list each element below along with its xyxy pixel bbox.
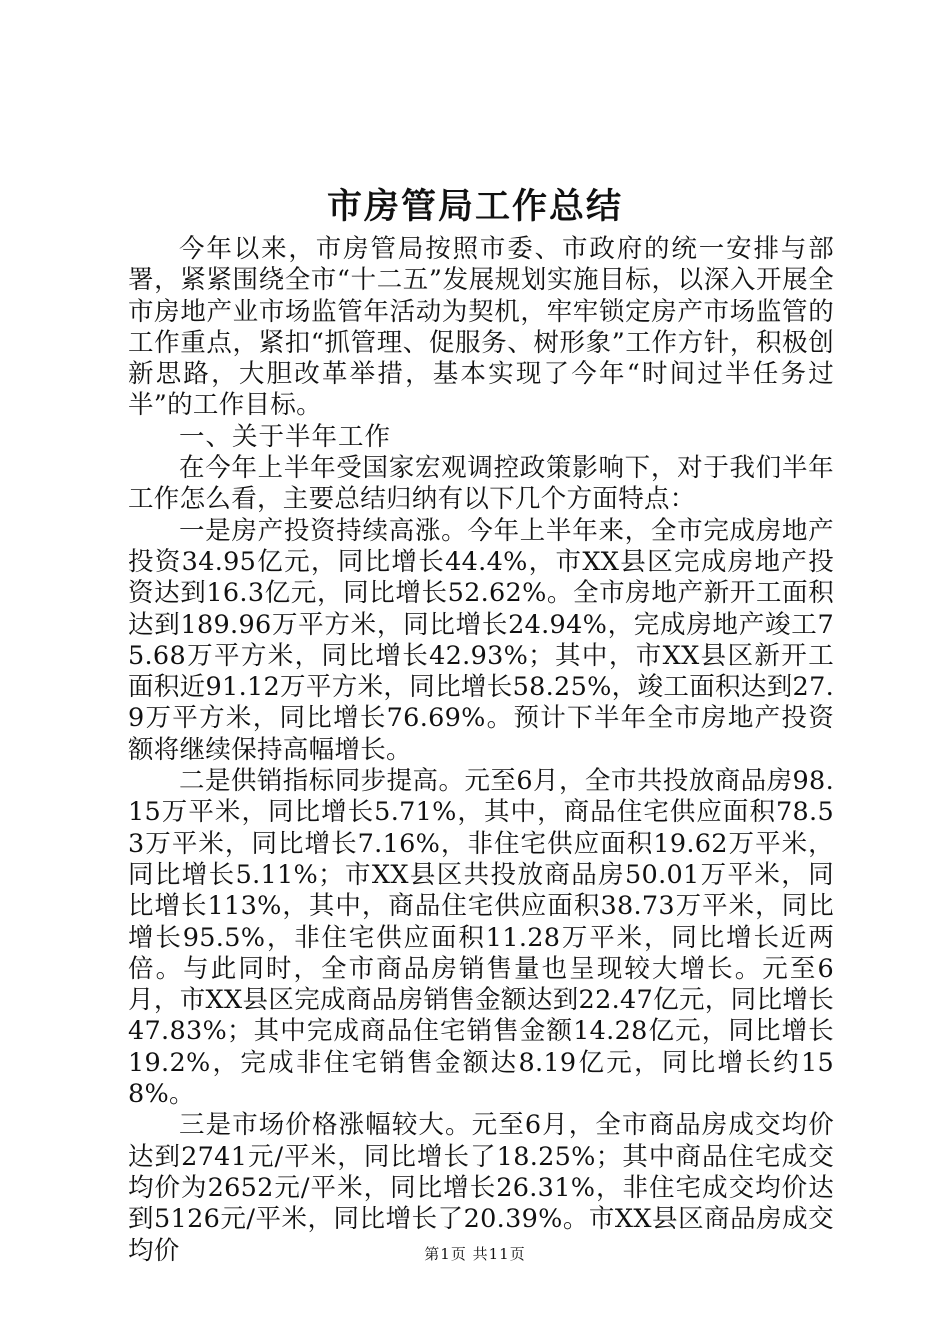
intro-paragraph: 今年以来，市房管局按照市委、市政府的统一安排与部署，紧紧围绕全市“十二五”发展规划实施目标，以深入开展全市房地产业市场监管年活动为契机，牢牢锁定房产市场监管的工作重点，紧扣“抓管理、促服务、树形象”工作方针，积极创新思路，大胆改革举措，基本实现了今年“时间过半任务过半”的工作目标。 — [128, 234, 834, 421]
price-paragraph: 三是市场价格涨幅较大。元至6月，全市商品房成交均价达到2741元/平米，同比增长了18.25%；其中商品住宅成交均价为2652元/平米，同比增长26.31%，非住宅成交均价达到5126元/平米，同比增长了20.39%。市XX县区商品房成交均价 — [128, 1110, 834, 1266]
page-number-footer: 第1页 共11页 — [424, 1245, 526, 1263]
section-heading: 一、关于半年工作 — [179, 421, 392, 452]
investment-paragraph: 一是房产投资持续高涨。今年上半年来，全市完成房地产投资34.95亿元，同比增长44.4%，市XX县区完成房地产投资达到16.3亿元，同比增长52.62%。全市房地产新开工面积达到189.96万平方米，同比增长24.94%，完成房地产竣工75.68万平方米，同比增长42.93%；其中，市XX县区新开工面积近91.12万平方米，同比增长58.25%，竣工面积达到27.9万平方米，同比增长76.69%。预计下半年全市房地产投资额将继续保持高幅增长。 — [128, 515, 834, 765]
document-body — [128, 234, 834, 1267]
supply-sales-paragraph: 二是供销指标同步提高。元至6月，全市共投放商品房98.15万平米，同比增长5.71%，其中，商品住宅供应面积78.53万平米，同比增长7.16%，非住宅供应面积19.62万平米，同比增长5.11%；市XX县区共投放商品房50.01万平米，同比增长113%，其中，商品住宅供应面积38.73万平米，同比增长95.5%，非住宅供应面积11.28万平米，同比增长近两倍。与此同时，全市商品房销售量也呈现较大增长。元至6月，市XX县区完成商品房销售金额达到22.47亿元，同比增长47.83%；其中完成商品住宅销售金额14.28亿元，同比增长19.2%，完成非住宅销售金额达8.19亿元，同比增长约158%。 — [128, 766, 834, 1110]
document-title: 市房管局工作总结 — [326, 186, 623, 227]
section-intro-paragraph: 在今年上半年受国家宏观调控政策影响下，对于我们半年工作怎么看，主要总结归纳有以下几个方面特点： — [128, 453, 834, 515]
